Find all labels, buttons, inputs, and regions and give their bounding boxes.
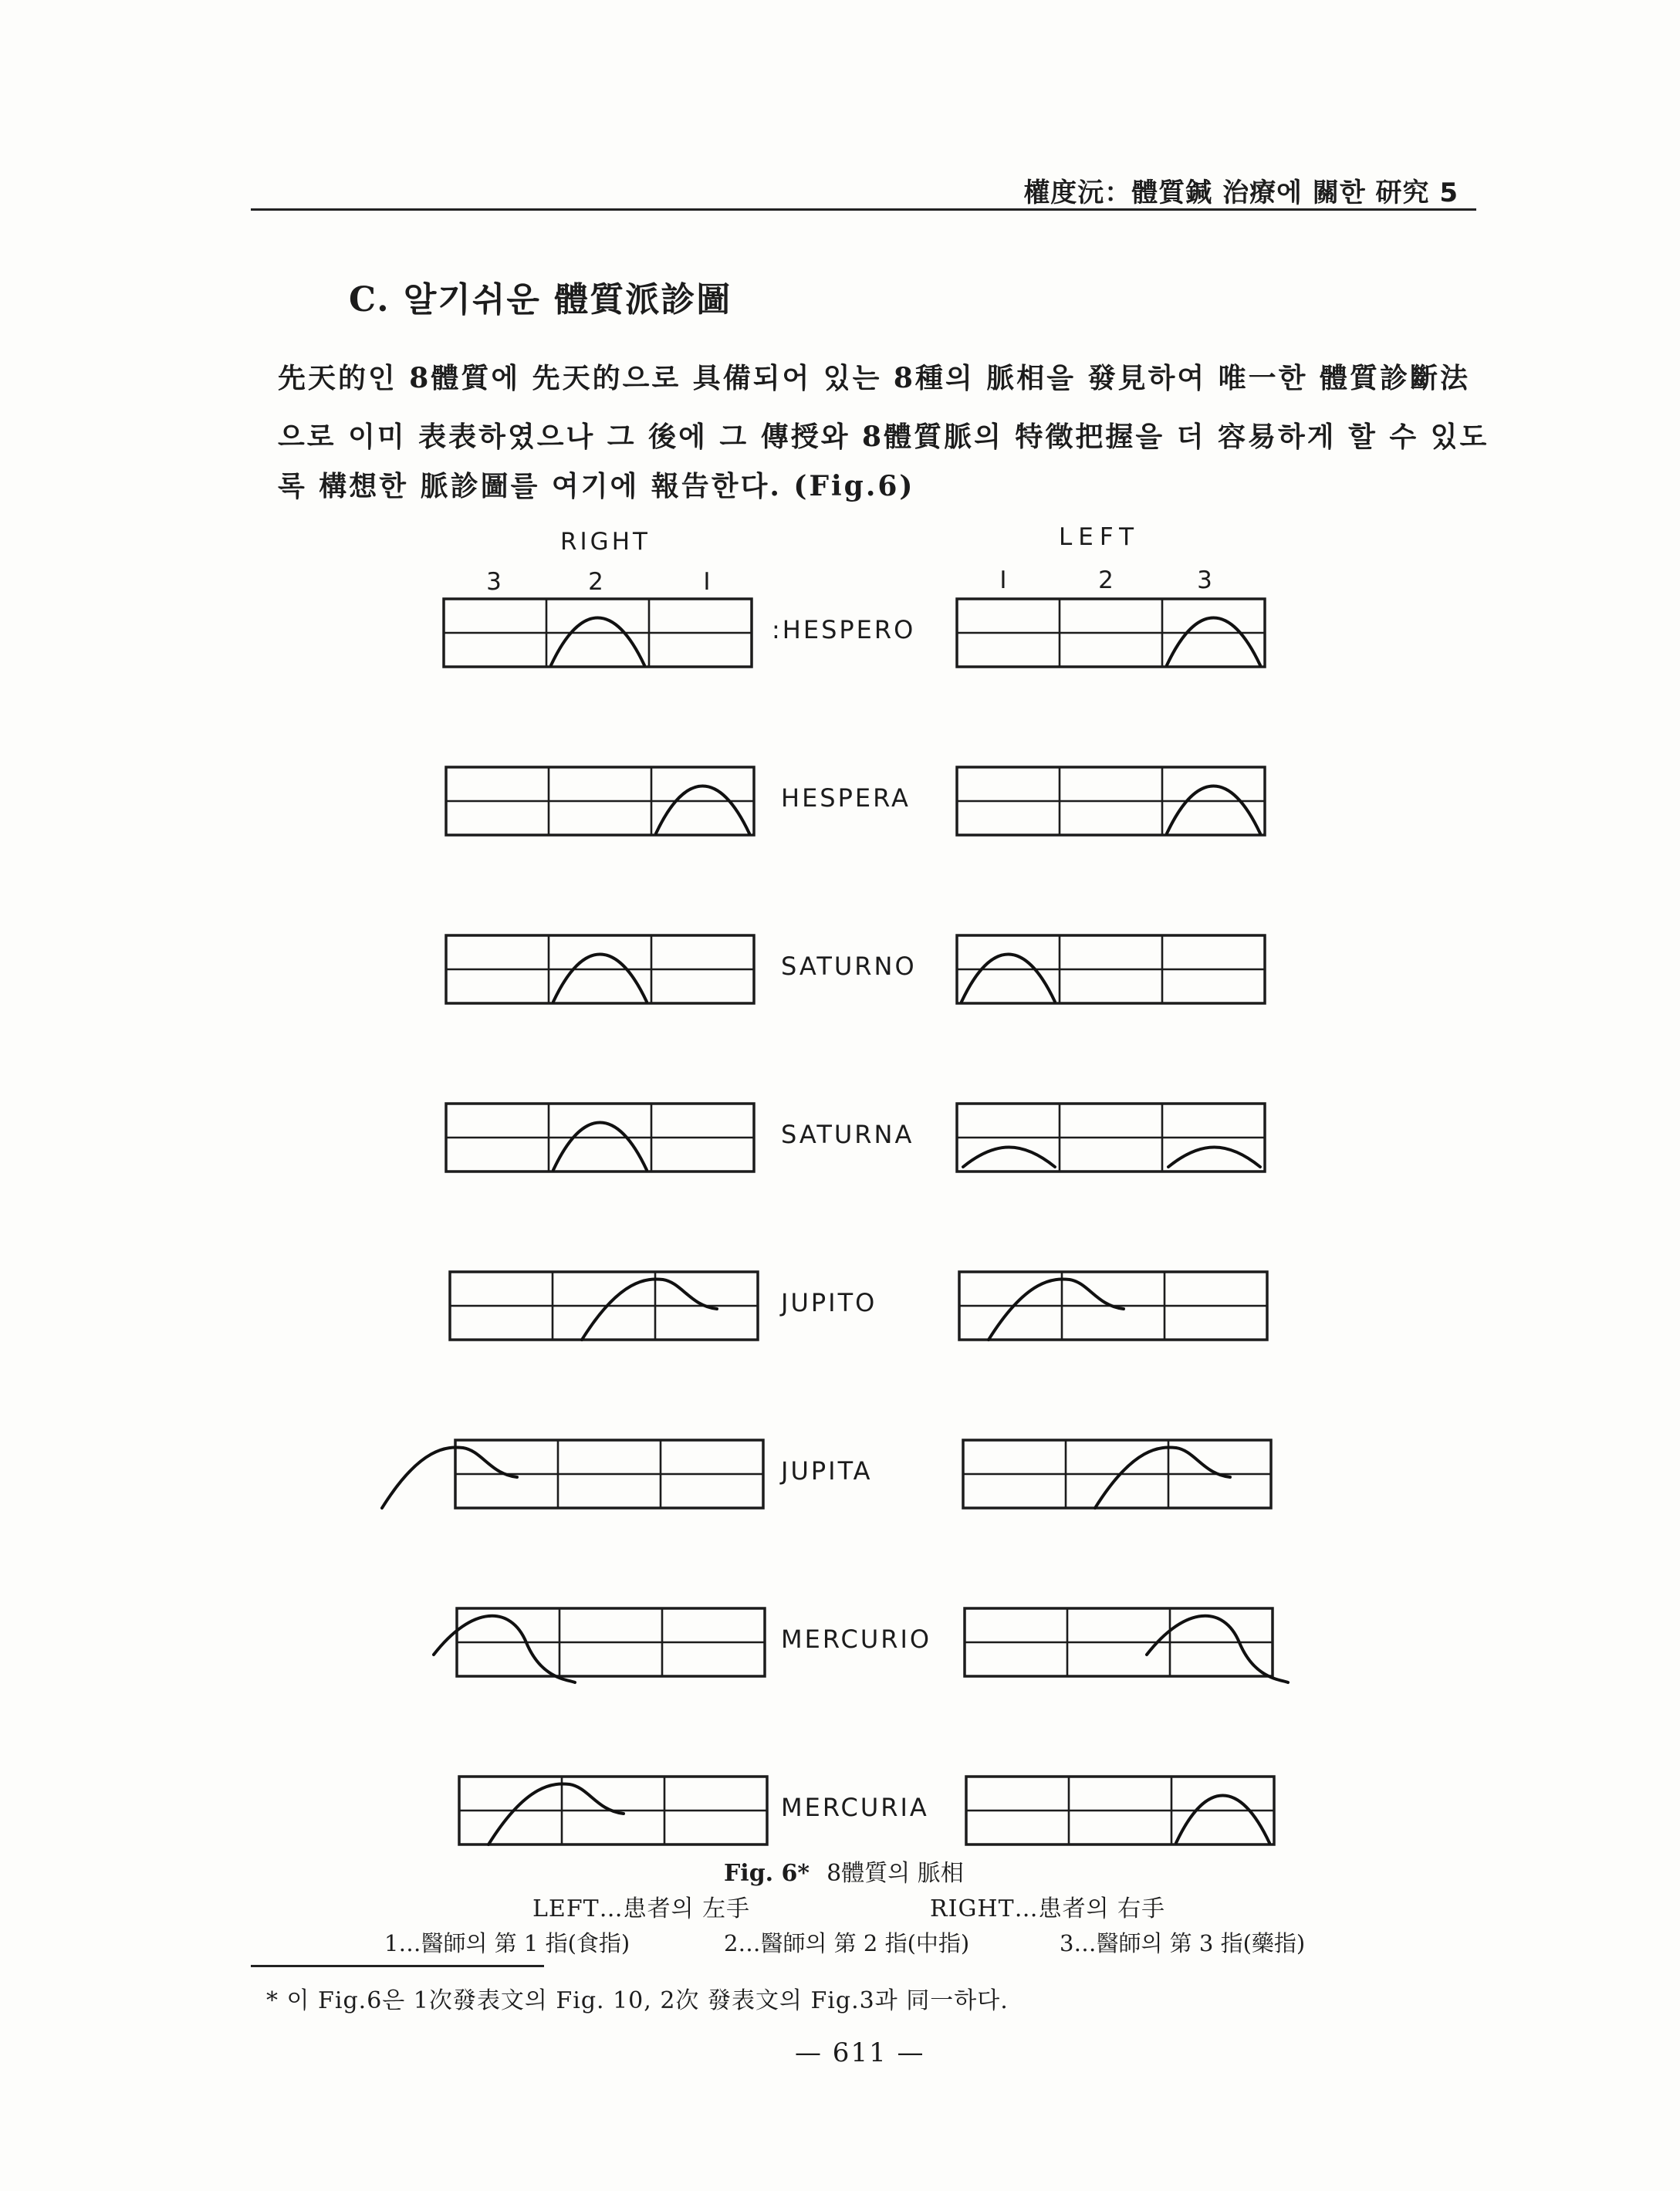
right-column-number: 3 <box>486 568 502 596</box>
left-column-number: I <box>999 566 1007 594</box>
legend-finger-1: 1…醫師의 第 1 指(食指) <box>384 1930 630 1956</box>
right-column-number: I <box>703 568 711 596</box>
constitution-type-label: MERCURIO <box>781 1625 932 1655</box>
footnote-rule <box>251 1965 544 1967</box>
figure-number: Fig. 6* <box>724 1860 810 1887</box>
left-box-pulse-wave <box>1167 618 1260 666</box>
left-box-pulse-wave <box>963 1148 1260 1168</box>
right-box-pulse-wave <box>551 618 644 666</box>
left-box-pulse-wave <box>1167 786 1260 834</box>
constitution-type-label: JUPITA <box>781 1456 873 1486</box>
legend-right-hand: RIGHT…患者의 右手 <box>930 1895 1166 1922</box>
footnote: * 이 Fig.6은 1次發表文의 Fig. 10, 2次 發表文의 Fig.3과 同一하다. <box>266 1987 1009 2014</box>
right-box-pulse-wave <box>553 1123 647 1171</box>
legend-finger-3: 3…醫師의 第 3 指(藥指) <box>1060 1930 1306 1956</box>
figure-caption-text: 8體質의 脈相 <box>826 1860 964 1887</box>
left-column-number: 2 <box>1098 566 1114 594</box>
right-box-pulse-wave <box>582 1279 717 1340</box>
body-paragraph-line-1: 先天的인 8體質에 先天的으로 具備되어 있는 8種의 脈相을 發見하여 唯一한 體質診斷法 <box>278 362 1470 394</box>
constitution-type-label: SATURNO <box>781 952 917 982</box>
left-hand-label: LEFT <box>1059 523 1141 551</box>
constitution-type-label: :HESPERO <box>772 615 916 645</box>
page-number: — 611 — <box>795 2037 925 2068</box>
right-box-pulse-wave <box>488 1784 624 1844</box>
left-column-number: 3 <box>1197 566 1212 594</box>
right-hand-label: RIGHT <box>560 528 651 556</box>
right-box-pulse-wave <box>382 1447 517 1508</box>
right-box-pulse-wave <box>553 955 647 1003</box>
body-paragraph-line-3: 록 構想한 脈診圖를 여기에 報告한다. (Fig.6) <box>278 470 915 502</box>
right-column-number: 2 <box>588 568 603 596</box>
right-box-pulse-wave <box>434 1616 575 1682</box>
running-head: 權度沅：體質鍼 治療에 關한 研究 5 <box>1023 178 1459 208</box>
left-box-pulse-wave <box>989 1279 1124 1340</box>
right-box-pulse-wave <box>656 786 749 834</box>
body-paragraph-line-2: 으로 이미 表表하였으나 그 後에 그 傳授와 8體質脈의 特徵把握을 더 容易하게 할 수 있도 <box>278 421 1489 453</box>
constitution-type-label: JUPITO <box>781 1288 877 1318</box>
legend-finger-2: 2…醫師의 第 2 指(中指) <box>724 1930 970 1956</box>
left-box-pulse-wave <box>1095 1447 1230 1508</box>
section-title: C. 알기쉬운 體質派診圖 <box>349 280 732 320</box>
left-box-pulse-wave <box>962 955 1055 1003</box>
figure-caption <box>724 1854 964 1888</box>
left-box-pulse-wave <box>1147 1616 1288 1682</box>
legend-left-hand: LEFT…患者의 左手 <box>532 1895 751 1922</box>
constitution-type-label: HESPERA <box>781 783 911 813</box>
left-box-pulse-wave <box>1176 1796 1269 1844</box>
constitution-type-label: SATURNA <box>781 1120 914 1150</box>
constitution-type-label: MERCURIA <box>781 1793 929 1823</box>
